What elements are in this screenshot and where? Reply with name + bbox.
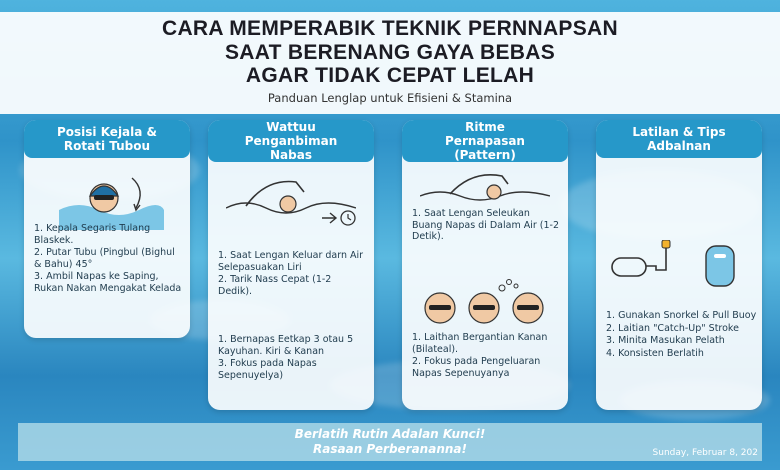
date-text: Sunday, Februar 8, 202 bbox=[652, 448, 758, 458]
list-item: 1. Bernapas Eetkap 3 otau 5 Kayuhan. Kiri & Kanan bbox=[218, 334, 354, 357]
list-item: 1. Kepala Segaris Tulang Blaskek. bbox=[34, 223, 151, 246]
card-head-position bbox=[24, 120, 190, 338]
footer-line-2: Rasaan Perberananna! bbox=[313, 442, 467, 456]
card-breathing-timing bbox=[208, 120, 374, 410]
list-item: 3. Fokus pada Napas Sepenuyelya) bbox=[218, 358, 317, 381]
card-title-line: Rotati Tubou bbox=[63, 139, 151, 153]
card-training-tips bbox=[596, 120, 762, 410]
list-item: 1. Saat Lengan Seleukan Buang Napas di Dalam Air (1-2 Detik). bbox=[412, 208, 560, 242]
subtitle: Panduan Lenglap untuk Efisieni & Stamina bbox=[267, 91, 513, 105]
swimmer-head-icon bbox=[54, 168, 164, 230]
footer-line-1: Berlatih Rutin Adalan Kunci! bbox=[294, 427, 486, 441]
card-title-line: Posisi Kejala & bbox=[56, 125, 158, 139]
arm-stroke-icon bbox=[226, 168, 356, 228]
card-title-line: Ritme bbox=[465, 120, 505, 134]
list-item: 1. Saat Lengan Keluar darn Air Selepasuakan Liri bbox=[218, 250, 364, 273]
list-item: 3. Minita Masukan Pelath bbox=[606, 335, 725, 346]
list-item: 2. Putar Tubu (Pingbul (Bighul & Bahu) 45° bbox=[34, 247, 175, 270]
title-line-3: AGAR TIDAK CEPAT LELAH bbox=[245, 64, 535, 87]
card-title-pill bbox=[402, 120, 568, 162]
title-line-2: SAAT BERENANG GAYA BEBAS bbox=[224, 41, 556, 64]
card-title-pill bbox=[596, 120, 762, 158]
breathing-rhythm-icon bbox=[420, 166, 550, 206]
card-title-line: Penganbiman bbox=[244, 134, 338, 148]
footer-banner bbox=[18, 423, 762, 461]
card-title-line: Latilan & Tips bbox=[632, 125, 726, 139]
list-item: 3. Ambil Napas ke Saping, Rukan Nakan Mengakat Kelada bbox=[34, 271, 182, 294]
swimmer-faces-icon bbox=[416, 278, 556, 326]
card-title-line: Pernapasan bbox=[445, 134, 525, 148]
list-item: 2. Laitian "Catch-Up" Stroke bbox=[606, 322, 739, 334]
list-item: 2. Tarik Nass Cepat (1-2 Dedik). bbox=[218, 274, 332, 297]
list-item: 1. Gunakan Snorkel & Pull Buoy bbox=[606, 310, 757, 321]
card-breathing-rhythm bbox=[402, 120, 568, 410]
card-title-pill bbox=[208, 120, 374, 162]
title-line-1: CARA MEMPERABIK TEKNIK PERNNAPSAN bbox=[162, 17, 618, 40]
card-title-line: Nabas bbox=[270, 148, 312, 162]
card-title-line: Wattuu bbox=[266, 120, 316, 134]
card-title-line: (Pattern) bbox=[454, 148, 516, 162]
card-title-line: Adbalnan bbox=[647, 139, 711, 153]
snorkel-kickboard-icon bbox=[608, 240, 748, 290]
list-item: 2. Fokus pada Pengeluaran Napas Sepenuyanya bbox=[412, 356, 541, 379]
list-item: 1. Laithan Bergantian Kanan (Bilateal). bbox=[412, 332, 548, 355]
list-item: 4. Konsisten Berlatih bbox=[606, 347, 704, 359]
card-title-pill bbox=[24, 120, 190, 158]
